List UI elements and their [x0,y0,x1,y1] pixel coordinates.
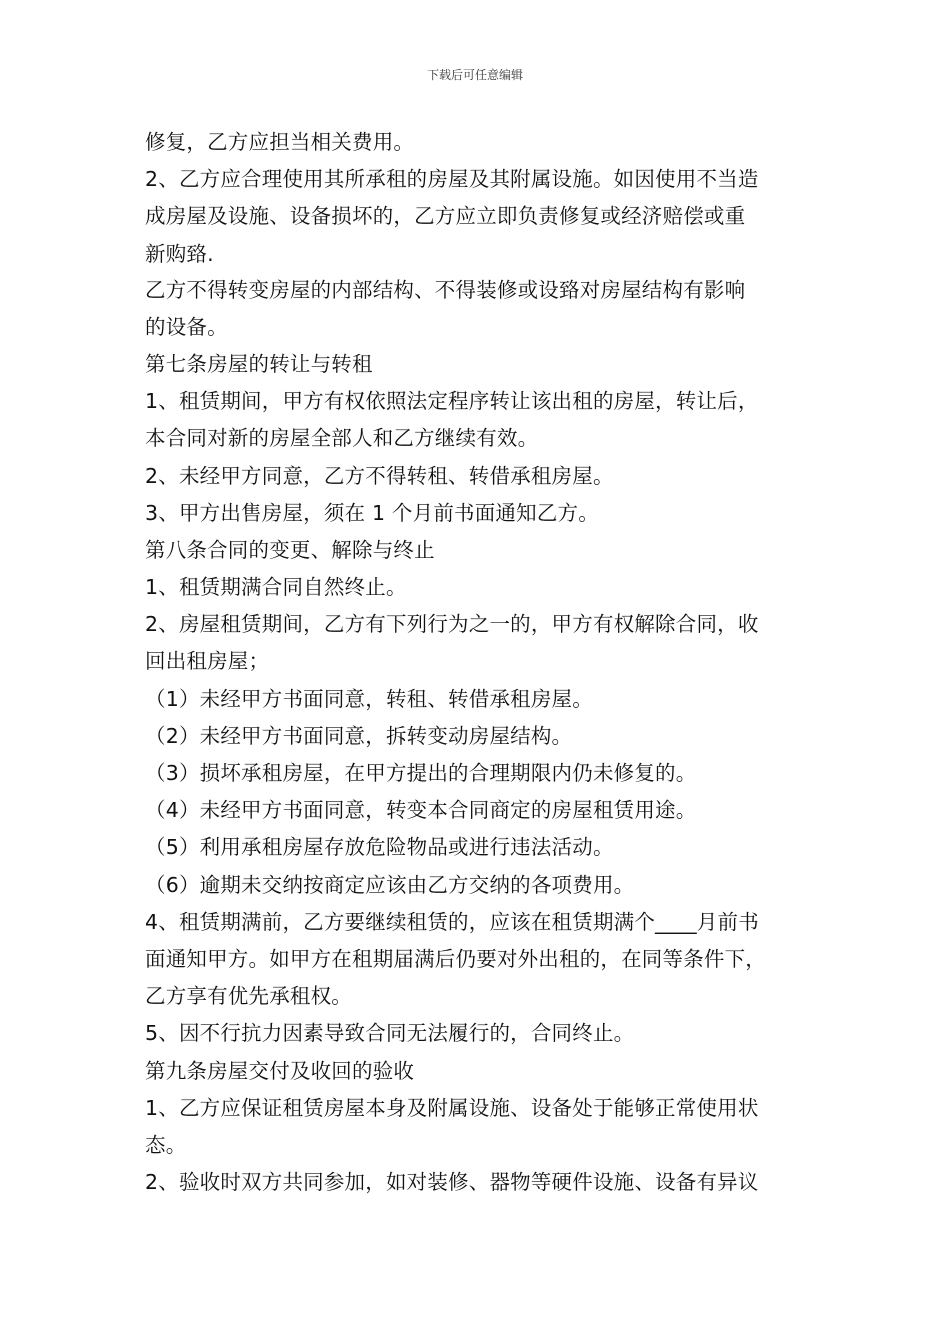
text-line: 2、房屋租赁期间，乙方有下列行为之一的，甲方有权解除合同，收 [145,612,759,637]
text-line: 成房屋及设施、设备损坏的，乙方应立即负责修复或经济赔偿或重 [145,204,746,229]
text-line: 回出租房屋； [145,649,270,674]
page-header: 下载后可任意编辑 [426,68,523,82]
list-item: （4）未经甲方书面同意，转变本合同商定的房屋租赁用途。 [145,798,697,823]
text-line: 乙方不得转变房屋的内部结构、不得装修或设臵对房屋结构有影响 [145,278,746,303]
text-line: 1、租赁期间，甲方有权依照法定程序转让该出租的房屋，转让后， [145,389,759,414]
list-item: （1）未经甲方书面同意，转租、转借承租房屋。 [145,686,593,711]
text-line: 4、租赁期满前，乙方要继续租赁的，应该在租赁期满个____月前书 [145,909,759,934]
document-body [145,124,825,1201]
text-line: 的设备。 [145,315,228,340]
text-line: 态。 [145,1132,187,1157]
list-item: （2）未经甲方书面同意，拆转变动房屋结构。 [145,723,573,748]
text-line: 乙方享有优先承租权。 [145,984,352,1009]
text-line: 面通知甲方。如甲方在租期届满后仍要对外出租的，在同等条件下， [145,946,766,971]
text-line: 修复，乙方应担当相关费用。 [145,130,415,154]
text-line: 2、验收时双方共同参加，如对装修、器物等硬件设施、设备有异议 [145,1170,759,1195]
text-line: 5、因不行抗力因素导致合同无法履行的，合同终止。 [145,1021,635,1046]
list-item: （5）利用承租房屋存放危险物品或进行违法活动。 [145,835,614,860]
text-line: 1、乙方应保证租赁房屋本身及附属设施、设备处于能够正常使用状 [145,1095,759,1120]
text-line: 2、未经甲方同意，乙方不得转租、转借承租房屋。 [145,463,614,488]
text-line: 2、乙方应合理使用其所承租的房屋及其附属设施。如因使用不当造 [145,167,759,192]
section-heading: 第九条房屋交付及收回的验收 [145,1058,415,1083]
section-heading: 第七条房屋的转让与转租 [145,351,373,376]
list-item: （3）损坏承租房屋，在甲方提出的合理期限内仍未修复的。 [145,761,697,785]
section-heading: 第八条合同的变更、解除与终止 [145,537,435,562]
list-item: （6）逾期未交纳按商定应该由乙方交纳的各项费用。 [145,872,635,897]
text-line: 1、租赁期满合同自然终止。 [145,575,407,600]
text-line: 本合同对新的房屋全部人和乙方继续有效。 [145,426,539,451]
text-line: 3、甲方出售房屋，须在 1 个月前书面通知乙方。 [145,500,599,525]
text-line: 新购臵. [145,241,214,266]
